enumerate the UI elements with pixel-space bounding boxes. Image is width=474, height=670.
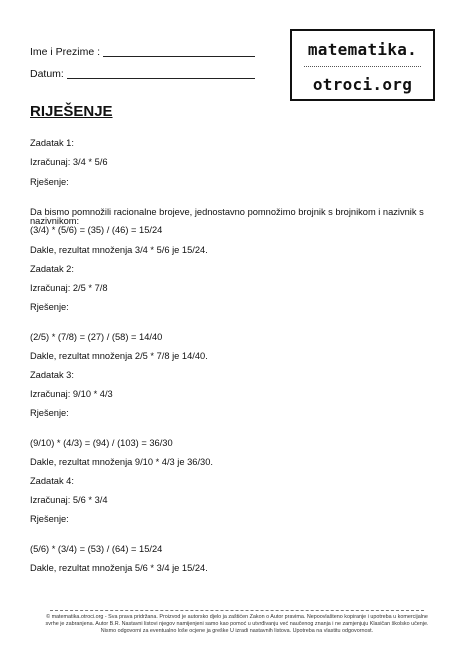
footer-line-2: svrhe je zabranjena. Autor B.R. Nastavni listovi njegov namijenjeni samo kao pomoć u utvrđivanju već naučenog znanja i ne zamjenjuju Klasičan školsko učenje. xyxy=(45,621,429,627)
task-3-solution-label: Rješenje: xyxy=(30,408,69,418)
task-1-equation: (3/4) * (5/6) = (35) / (46) = 15/24 xyxy=(30,225,163,235)
footer-line-1: © matematika.otroci.org - Sva prava pridržana. Proizvod je autorsko djelo ja zaštićen Zakon o Autor pravima. Nepoovlašteno kopiranje i upotreba u komercijalne xyxy=(46,614,428,620)
task-2-solution-label: Rješenje: xyxy=(30,302,69,312)
task-4-result: Dakle, rezultat množenja 5/6 * 3/4 je 15/24. xyxy=(30,563,208,573)
task-1-label: Zadatak 1: xyxy=(30,138,74,148)
task-3-label: Zadatak 3: xyxy=(30,370,74,380)
date-label: Datum: xyxy=(30,68,64,80)
task-3-calc: Izračunaj: 9/10 * 4/3 xyxy=(30,389,113,399)
site-logo xyxy=(290,29,435,101)
task-2-label: Zadatak 2: xyxy=(30,264,74,274)
task-2-calc: Izračunaj: 2/5 * 7/8 xyxy=(30,283,108,293)
logo-line-1: matematika. xyxy=(307,40,418,59)
task-2-result: Dakle, rezultat množenja 2/5 * 7/8 je 14/40. xyxy=(30,351,208,361)
logo-divider xyxy=(304,66,421,67)
task-4-equation: (5/6) * (3/4) = (53) / (64) = 15/24 xyxy=(30,544,163,554)
task-1-intro-line-2: nazivnikom: xyxy=(30,216,80,226)
footer-divider xyxy=(50,610,424,611)
task-4-calc: Izračunaj: 5/6 * 3/4 xyxy=(30,495,108,505)
task-1-calc: Izračunaj: 3/4 * 5/6 xyxy=(30,157,108,167)
name-line xyxy=(103,56,255,57)
footer-line-3: Nismo odgovorni za eventualno loše ocjene ja greške U izradi nastavnih listova. Upotreba na vlastitu odgovornost. xyxy=(100,628,374,634)
page-title: RIJEŠENJE xyxy=(30,103,113,120)
footer-copyright xyxy=(20,614,454,635)
task-1-solution-label: Rješenje: xyxy=(30,177,69,187)
logo-line-2: otroci.org xyxy=(312,75,413,94)
task-1-intro-line-1: Da bismo pomnožili racionalne brojeve, jednostavno pomnožimo brojnik s brojnikom i nazivnik s xyxy=(30,207,424,217)
name-label: Ime i Prezime : xyxy=(30,46,101,58)
task-1-result: Dakle, rezultat množenja 3/4 * 5/6 je 15/24. xyxy=(30,245,208,255)
date-line xyxy=(67,78,255,79)
task-3-result: Dakle, rezultat množenja 9/10 * 4/3 je 36/30. xyxy=(30,457,213,467)
task-2-equation: (2/5) * (7/8) = (27) / (58) = 14/40 xyxy=(30,332,163,342)
task-3-equation: (9/10) * (4/3) = (94) / (103) = 36/30 xyxy=(30,438,173,448)
task-4-solution-label: Rješenje: xyxy=(30,514,69,524)
task-4-label: Zadatak 4: xyxy=(30,476,74,486)
